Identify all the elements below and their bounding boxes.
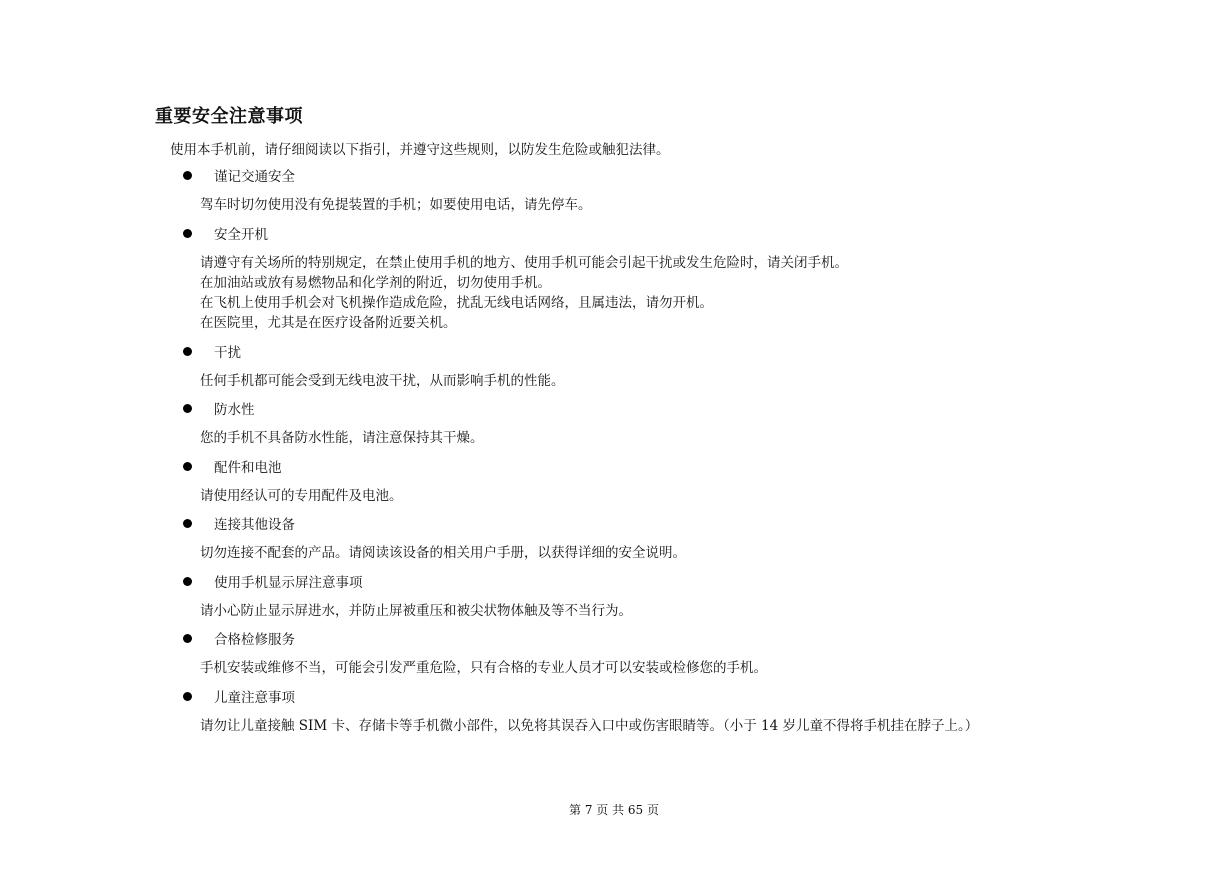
- section-heading-row: [183, 514, 295, 532]
- section-heading: 使用手机显示屏注意事项: [214, 575, 363, 591]
- section-body: [200, 253, 848, 333]
- bullet-icon: [183, 404, 192, 413]
- bullet-icon: [183, 347, 192, 356]
- section-body-line: 任何手机都可能会受到无线电波干扰，从而影响手机的性能。: [200, 373, 565, 389]
- section-heading: 干扰: [214, 345, 241, 361]
- bullet-icon: [183, 692, 192, 701]
- section-body-line: 您的手机不具备防水性能，请注意保持其干燥。: [200, 430, 484, 446]
- section-heading: 配件和电池: [214, 460, 282, 476]
- section-heading-row: [183, 166, 295, 184]
- section-body-line: 请小心防止显示屏进水，并防止屏被重压和被尖状物体触及等不当行为。: [200, 603, 632, 619]
- section-heading-row: [183, 687, 295, 705]
- section-body-line: 在医院里，尤其是在医疗设备附近要关机。: [200, 315, 457, 331]
- section-body-line: 在加油站或放有易燃物品和化学剂的附近，切勿使用手机。: [200, 275, 551, 291]
- section-body: [200, 486, 403, 506]
- section-body: [200, 195, 592, 215]
- section-body-line: 请遵守有关场所的特别规定，在禁止使用手机的地方、使用手机可能会引起干扰或发生危险时，请关闭手机。: [200, 255, 848, 271]
- section-heading: 儿童注意事项: [214, 690, 295, 706]
- section-heading-row: [183, 399, 255, 417]
- bullet-icon: [183, 171, 192, 180]
- bullet-icon: [183, 577, 192, 586]
- bullet-icon: [183, 229, 192, 238]
- section-body: [200, 601, 632, 621]
- section-heading-row: [183, 457, 282, 475]
- section-body-line: 驾车时切勿使用没有免提装置的手机；如要使用电话，请先停车。: [200, 197, 592, 213]
- section-body: [200, 428, 484, 448]
- bullet-icon: [183, 634, 192, 643]
- section-body-line: 在飞机上使用手机会对飞机操作造成危险，扰乱无线电话网络，且属违法，请勿开机。: [200, 295, 713, 311]
- intro-paragraph: 使用本手机前，请仔细阅读以下指引，并遵守这些规则，以防发生危险或触犯法律。: [170, 142, 670, 158]
- bullet-icon: [183, 462, 192, 471]
- section-heading-row: [183, 629, 295, 647]
- section-heading: 安全开机: [214, 227, 268, 243]
- bullet-icon: [183, 519, 192, 528]
- page-title: 重要安全注意事项: [155, 106, 303, 127]
- section-body: [200, 658, 767, 678]
- section-body-line: 手机安装或维修不当，可能会引发严重危险，只有合格的专业人员才可以安装或检修您的手机。: [200, 660, 767, 676]
- section-body-line: 请勿让儿童接触 SIM 卡、存储卡等手机微小部件，以免将其误吞入口中或伤害眼睛等。（小于 14 岁儿童不得将手机挂在脖子上。）: [200, 718, 979, 734]
- section-heading: 连接其他设备: [214, 517, 295, 533]
- section-body: [200, 543, 686, 563]
- section-body-line: 切勿连接不配套的产品。请阅读该设备的相关用户手册，以获得详细的安全说明。: [200, 545, 686, 561]
- section-heading-row: [183, 224, 268, 242]
- page-number-footer: 第 7 页 共 65 页: [569, 803, 659, 817]
- section-heading-row: [183, 342, 241, 360]
- section-body: [200, 716, 978, 736]
- section-heading: 谨记交通安全: [214, 169, 295, 185]
- section-heading-row: [183, 572, 363, 590]
- section-body-line: 请使用经认可的专用配件及电池。: [200, 488, 403, 504]
- section-heading: 防水性: [214, 402, 255, 418]
- section-heading: 合格检修服务: [214, 632, 295, 648]
- section-body: [200, 371, 565, 391]
